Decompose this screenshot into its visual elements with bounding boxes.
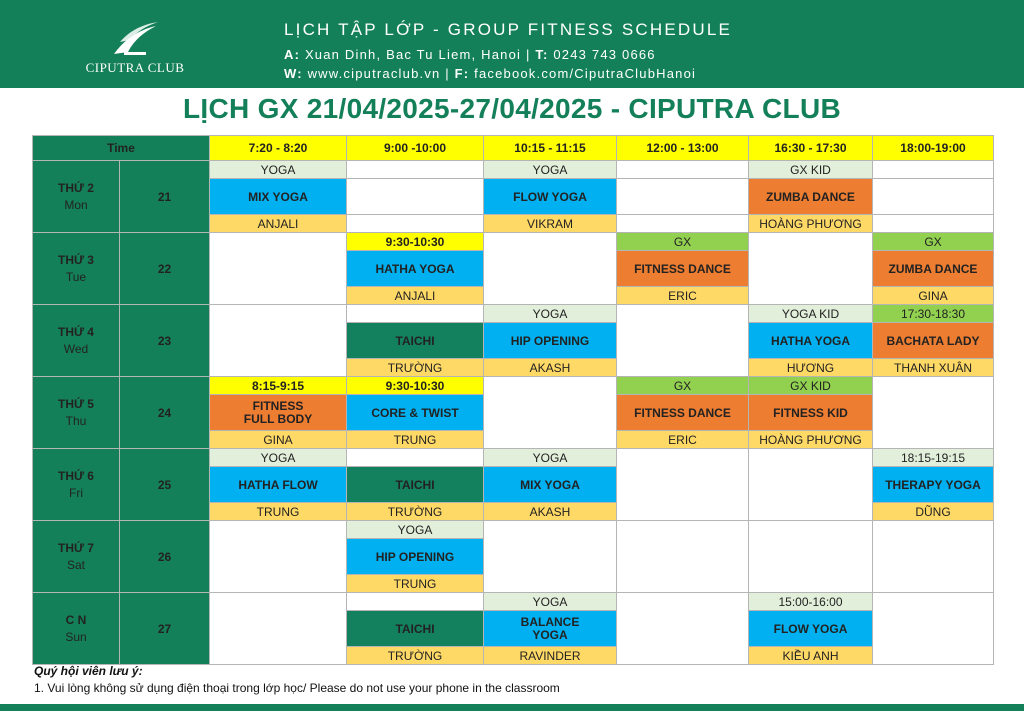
- schedule-row: [33, 233, 994, 251]
- class-type-cell: [873, 161, 994, 179]
- instructor-cell: HOÀNG PHƯƠNG: [749, 215, 873, 233]
- class-name-cell: THERAPY YOGA: [873, 467, 994, 503]
- class-type-cell: [749, 521, 873, 593]
- class-type-cell: YOGA: [484, 449, 617, 467]
- instructor-cell: [347, 215, 484, 233]
- instructor-cell: TRƯỜNG: [347, 647, 484, 665]
- class-name-cell: ZUMBA DANCE: [749, 179, 873, 215]
- time-note-cell: 9:30-10:30: [347, 377, 484, 395]
- schedule-title: LỊCH GX 21/04/2025-27/04/2025 - CIPUTRA CLUB: [183, 93, 841, 124]
- class-type-cell: 15:00-16:00: [749, 593, 873, 611]
- class-name-cell: BACHATA LADY: [873, 323, 994, 359]
- class-name-cell: MIX YOGA: [210, 179, 347, 215]
- class-name-cell: TAICHI: [347, 611, 484, 647]
- day-name-vi: THỨ 4: [58, 324, 94, 339]
- logo-text: CIPUTRA CLUB: [85, 60, 185, 75]
- day-number: 25: [120, 449, 210, 521]
- instructor-cell: TRƯỜNG: [347, 503, 484, 521]
- ciputra-logo: [80, 20, 190, 80]
- day-name-en: Wed: [63, 341, 89, 356]
- day-name-vi: C N: [65, 612, 87, 627]
- instructor-cell: DŨNG: [873, 503, 994, 521]
- instructor-cell: AKASH: [484, 359, 617, 377]
- web-link[interactable]: www.ciputraclub.vn: [307, 66, 441, 81]
- facebook-link[interactable]: facebook.com/CiputraClubHanoi: [474, 66, 697, 81]
- instructor-cell: GINA: [873, 287, 994, 305]
- class-name-cell: HATHA FLOW: [210, 467, 347, 503]
- class-type-cell: [210, 305, 347, 377]
- phone-text: 0243 743 0666: [553, 47, 656, 62]
- time-header: Time: [33, 136, 210, 161]
- class-name-cell: TAICHI: [347, 467, 484, 503]
- schedule-row: [33, 377, 994, 395]
- schedule-table: [32, 135, 994, 665]
- class-type-cell: [484, 233, 617, 305]
- day-name-cell: [33, 521, 120, 593]
- schedule-row: [33, 305, 994, 323]
- header-address-line: [284, 47, 656, 62]
- day-name-vi: THỨ 5: [58, 396, 94, 411]
- class-type-cell: [347, 449, 484, 467]
- instructor-cell: ANJALI: [210, 215, 347, 233]
- web-label: W:: [284, 66, 303, 81]
- day-name-en: Tue: [65, 269, 87, 284]
- instructor-cell: TRUNG: [347, 431, 484, 449]
- class-name-cell: HIP OPENING: [484, 323, 617, 359]
- day-name-en: Sun: [65, 629, 87, 644]
- day-name-cell: [33, 449, 120, 521]
- class-type-cell: [617, 521, 749, 593]
- separator: |: [445, 66, 450, 81]
- separator: |: [525, 47, 531, 62]
- footer-bar: [0, 704, 1024, 711]
- swoosh-logo-icon: [110, 20, 160, 58]
- instructor-cell: TRUNG: [210, 503, 347, 521]
- day-name-cell: [33, 233, 120, 305]
- instructor-cell: [873, 215, 994, 233]
- day-name-en: Fri: [69, 485, 83, 500]
- class-type-cell: YOGA KID: [749, 305, 873, 323]
- day-name-vi: THỨ 6: [58, 468, 94, 483]
- time-note-cell: 8:15-9:15: [210, 377, 347, 395]
- class-type-cell: [210, 593, 347, 665]
- day-number: 27: [120, 593, 210, 665]
- day-number: 26: [120, 521, 210, 593]
- class-type-cell: YOGA: [210, 161, 347, 179]
- class-name-cell: HIP OPENING: [347, 539, 484, 575]
- class-type-cell: [617, 449, 749, 521]
- class-name-cell: FITNESS FULL BODY: [210, 395, 347, 431]
- class-type-cell: [347, 593, 484, 611]
- class-type-cell: YOGA: [484, 161, 617, 179]
- day-name-en: Sat: [66, 557, 85, 572]
- class-type-cell: [484, 377, 617, 449]
- notes-title: Quý hội viên lưu ý:: [34, 664, 143, 678]
- day-name-cell: [33, 161, 120, 233]
- class-type-cell: GX KID: [749, 377, 873, 395]
- day-name-en: Mon: [64, 197, 88, 212]
- phone-label: T:: [535, 47, 549, 62]
- time-note-cell: 9:30-10:30: [347, 233, 484, 251]
- header-banner: [0, 0, 1024, 88]
- instructor-cell: THANH XUÂN: [873, 359, 994, 377]
- day-number: 24: [120, 377, 210, 449]
- class-type-cell: [873, 377, 994, 449]
- class-name-cell: ZUMBA DANCE: [873, 251, 994, 287]
- class-name-cell: TAICHI: [347, 323, 484, 359]
- class-name-cell: [617, 179, 749, 215]
- class-type-cell: [210, 233, 347, 305]
- instructor-cell: TRƯỜNG: [347, 359, 484, 377]
- instructor-cell: [617, 215, 749, 233]
- class-name-cell: MIX YOGA: [484, 467, 617, 503]
- class-type-cell: [873, 593, 994, 665]
- notes-line-1: 1. Vui lòng không sử dụng điện thoại trong lớp học/ Please do not use your phone in the classroom: [34, 681, 560, 695]
- class-name-cell: FITNESS DANCE: [617, 395, 749, 431]
- time-slot-3: 10:15 - 11:15: [484, 136, 617, 161]
- header-web-line: [284, 66, 696, 81]
- class-type-cell: GX: [617, 233, 749, 251]
- class-name-cell: FITNESS KID: [749, 395, 873, 431]
- class-name-cell: CORE & TWIST: [347, 395, 484, 431]
- class-type-cell: [617, 593, 749, 665]
- class-type-cell: [749, 449, 873, 521]
- instructor-cell: ERIC: [617, 287, 749, 305]
- instructor-cell: AKASH: [484, 503, 617, 521]
- header-title: LỊCH TẬP LỚP - GROUP FITNESS SCHEDULE: [284, 20, 733, 39]
- class-name-cell: [347, 179, 484, 215]
- class-name-cell: FLOW YOGA: [749, 611, 873, 647]
- address-text: Xuan Dinh, Bac Tu Liem, Hanoi: [304, 47, 522, 62]
- instructor-cell: HƯƠNG: [749, 359, 873, 377]
- time-note-cell: 17:30-18:30: [873, 305, 994, 323]
- class-name-cell: HATHA YOGA: [749, 323, 873, 359]
- instructor-cell: ERIC: [617, 431, 749, 449]
- class-name-cell: FITNESS DANCE: [617, 251, 749, 287]
- class-name-cell: BALANCE YOGA: [484, 611, 617, 647]
- day-number: 21: [120, 161, 210, 233]
- class-type-cell: [617, 161, 749, 179]
- schedule-row: [33, 593, 994, 611]
- time-slot-1: 7:20 - 8:20: [210, 136, 347, 161]
- day-number: 23: [120, 305, 210, 377]
- address-label: A:: [284, 47, 301, 62]
- class-name-cell: HATHA YOGA: [347, 251, 484, 287]
- class-type-cell: YOGA: [484, 305, 617, 323]
- day-name-en: Thu: [65, 413, 87, 428]
- instructor-cell: VIKRAM: [484, 215, 617, 233]
- instructor-cell: KIỀU ANH: [749, 647, 873, 665]
- schedule-row: [33, 449, 994, 467]
- day-name-vi: THỨ 7: [58, 540, 94, 555]
- instructor-cell: HOÀNG PHƯƠNG: [749, 431, 873, 449]
- class-type-cell: GX: [873, 233, 994, 251]
- day-name-cell: [33, 377, 120, 449]
- schedule-row: [33, 161, 994, 179]
- class-type-cell: [873, 521, 994, 593]
- class-type-cell: YOGA: [484, 593, 617, 611]
- class-type-cell: [347, 305, 484, 323]
- class-type-cell: [210, 521, 347, 593]
- class-type-cell: YOGA: [347, 521, 484, 539]
- time-slot-2: 9:00 -10:00: [347, 136, 484, 161]
- class-type-cell: GX: [617, 377, 749, 395]
- class-name-cell: FLOW YOGA: [484, 179, 617, 215]
- instructor-cell: RAVINDER: [484, 647, 617, 665]
- instructor-cell: TRUNG: [347, 575, 484, 593]
- time-slot-6: 18:00-19:00: [873, 136, 994, 161]
- class-type-cell: 18:15-19:15: [873, 449, 994, 467]
- day-name-cell: [33, 593, 120, 665]
- day-name-vi: THỨ 2: [58, 180, 94, 195]
- time-slot-5: 16:30 - 17:30: [749, 136, 873, 161]
- instructor-cell: GINA: [210, 431, 347, 449]
- class-type-cell: [484, 521, 617, 593]
- facebook-label: F:: [454, 66, 470, 81]
- time-slot-4: 12:00 - 13:00: [617, 136, 749, 161]
- schedule-row: [33, 521, 994, 539]
- class-type-cell: YOGA: [210, 449, 347, 467]
- class-type-cell: GX KID: [749, 161, 873, 179]
- class-type-cell: [749, 233, 873, 305]
- class-type-cell: [617, 305, 749, 377]
- class-type-cell: [347, 161, 484, 179]
- day-name-vi: THỨ 3: [58, 252, 94, 267]
- day-name-cell: [33, 305, 120, 377]
- instructor-cell: ANJALI: [347, 287, 484, 305]
- class-name-cell: [873, 179, 994, 215]
- day-number: 22: [120, 233, 210, 305]
